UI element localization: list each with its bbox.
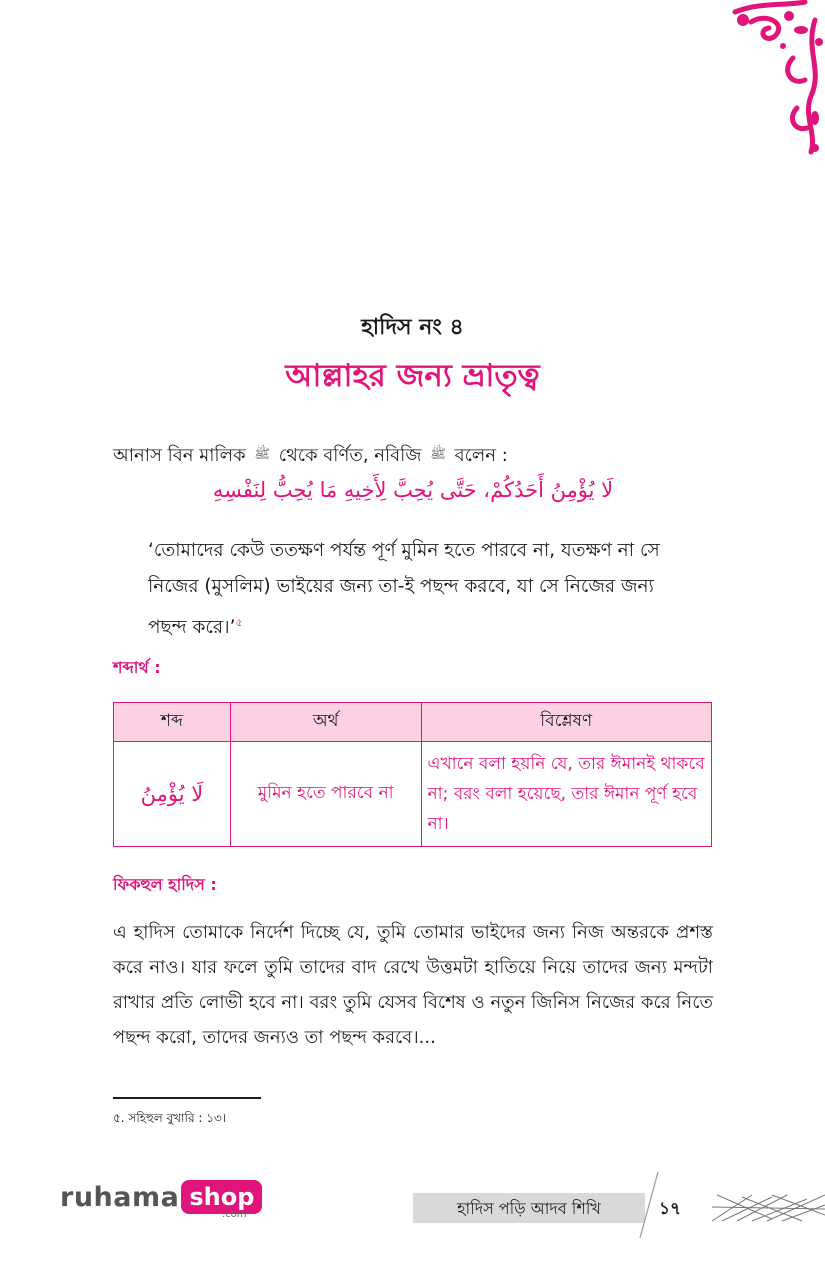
fiqh-body-text: এ হাদিস তোমাকে নির্দেশ দিচ্ছে যে, তুমি তোমার ভাইদের জন্য নিজ অন্তরকে প্রশস্ত করে নাও। যার ফলে তুমি তাদের বাদ রেখে উত্তমটা হাতিয়ে নিয়ে তাদের জন্য মন্দটা রাখার প্রতি লোভী হবে না। বরং তুমি যেসব বিশেষ ও নতুন জিনিস নিজের করে নিতে পছন্দ করো, তাদের জন্যও তা পছন্দ করবে।...: [113, 922, 713, 1048]
fiqh-heading: ফিকহুল হাদিস :: [113, 875, 217, 894]
intro-middle: থেকে বর্ণিত, নবিজি: [278, 445, 422, 466]
narration-intro: [113, 443, 713, 468]
brand-shop-badge: shop: [181, 1180, 262, 1214]
vocab-table: [113, 702, 712, 847]
footnote-ref: ৫: [235, 616, 243, 629]
table-header: অর্থ: [230, 703, 421, 742]
hadith-number: হাদিস নং ৪: [361, 315, 464, 340]
brand-name: ruhama: [60, 1181, 180, 1213]
brand-logo: [60, 1177, 262, 1220]
honorific-icon: ﷺ: [254, 447, 271, 462]
floral-corner-ornament: [665, 0, 825, 160]
intro-end: বলেন :: [454, 445, 508, 466]
table-cell-analysis: এখানে বলা হয়নি যে, তার ঈমানই থাকবে না; বরং বলা হয়েছে, তার ঈমান পূর্ণ হবে না।: [421, 742, 711, 847]
brand-domain: .com: [222, 1209, 247, 1220]
table-header-row: [114, 703, 712, 742]
hadith-translation: [148, 533, 693, 646]
salawat-icon: ﷺ: [430, 447, 446, 462]
page-number: ১৭: [659, 1199, 682, 1219]
intro-narrator: আনাস বিন মালিক: [113, 445, 246, 466]
translation-text: ‘তোমাদের কেউ ততক্ষণ পর্যন্ত পূর্ণ মুমিন হতে পারবে না, যতক্ষণ না সে নিজের (মুসলিম) ভাইয়ের জন্য তা-ই পছন্দ করবে, যা সে নিজের জন্য পছন্দ করে।’: [148, 540, 660, 639]
table-cell-meaning: মুমিন হতে পারবে না: [230, 742, 421, 847]
chapter-title: আল্লাহর জন্য ভ্রাতৃত্ব: [285, 358, 540, 394]
footer-book-title: হাদিস পড়ি আদব শিখি: [457, 1199, 601, 1218]
vocab-heading: শব্দার্থ :: [113, 658, 161, 677]
table-header: বিশ্লেষণ: [421, 703, 711, 742]
table-header: শব্দ: [114, 703, 231, 742]
footer-hatch-pattern: [712, 1193, 825, 1223]
footnote: ৫. সহিহুল বুখারি : ১৩।: [113, 1111, 227, 1125]
footnote-divider: [113, 1097, 261, 1099]
arabic-hadith-text: لَا يُؤْمِنُ أَحَدُكُمْ، حَتَّى يُحِبَّ لِأَخِيهِ مَا يُحِبُّ لِنَفْسِهِ: [212, 478, 614, 502]
table-cell-word: لَا يُؤْمِنُ: [114, 742, 231, 847]
table-row: [114, 742, 712, 847]
